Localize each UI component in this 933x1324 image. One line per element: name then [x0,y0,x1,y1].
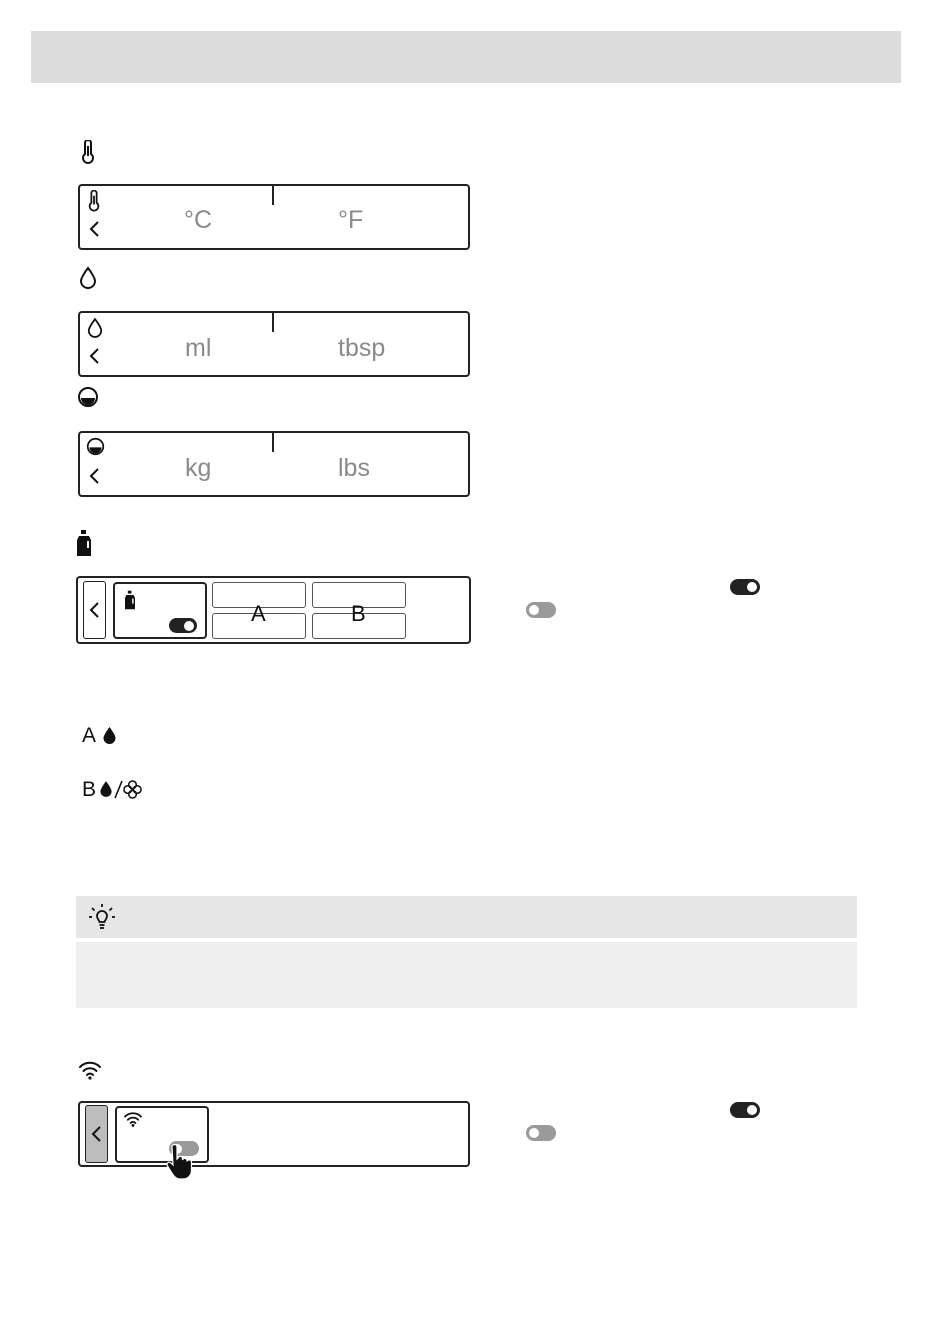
unit-ml-option[interactable]: ml [185,334,212,362]
wifi-icon [78,1060,102,1080]
hand-pointer-icon [163,1143,197,1181]
panel-divider [272,186,274,205]
panel-divider [272,433,274,452]
volume-unit-panel [78,311,470,377]
thermometer-icon [80,140,96,164]
thermometer-icon [87,190,101,212]
unit-fahrenheit-option[interactable]: °F [338,206,364,234]
legend-b-letter: B [82,778,97,801]
chevron-left-icon[interactable] [88,467,100,485]
drop-icon [99,780,113,798]
chevron-left-icon [88,601,100,619]
weight-unit-panel [78,431,470,497]
back-button[interactable] [85,1105,108,1163]
tip-header [76,896,857,938]
drop-icon [102,726,117,745]
slash-separator-icon [114,780,123,799]
option-b-label: B [351,601,366,626]
unit-kg-option[interactable]: kg [185,454,212,482]
chevron-left-icon[interactable] [88,347,100,365]
weight-icon [86,437,105,456]
temperature-unit-panel [78,184,470,250]
option-a-label: A [251,601,266,626]
weight-icon [77,386,99,408]
toggle-off-example [526,1125,556,1141]
drop-icon [87,317,103,339]
detergent-toggle-tile[interactable] [113,582,207,639]
wifi-icon [123,1111,143,1127]
page-header-bar [31,31,901,83]
detergent-bottle-icon [76,529,92,557]
toggle-on-example [730,579,760,595]
lightbulb-icon [88,903,116,931]
unit-celsius-option[interactable]: °C [184,206,213,234]
detergent-toggle-switch[interactable] [169,618,197,633]
panel-divider [272,313,274,332]
chevron-left-icon[interactable] [88,220,100,238]
legend-a-letter: A [82,724,97,747]
toggle-off-example [526,602,556,618]
toggle-on-example [730,1102,760,1118]
tip-body [76,942,857,1008]
back-button[interactable] [83,581,106,639]
unit-tbsp-option[interactable]: tbsp [338,334,386,362]
drop-icon [79,266,97,290]
softener-flower-icon [123,780,142,799]
unit-lbs-option[interactable]: lbs [338,454,370,482]
detergent-bottle-icon [124,590,136,610]
detergent-panel [76,576,471,644]
chevron-left-icon [90,1125,102,1143]
wifi-panel [78,1101,470,1167]
